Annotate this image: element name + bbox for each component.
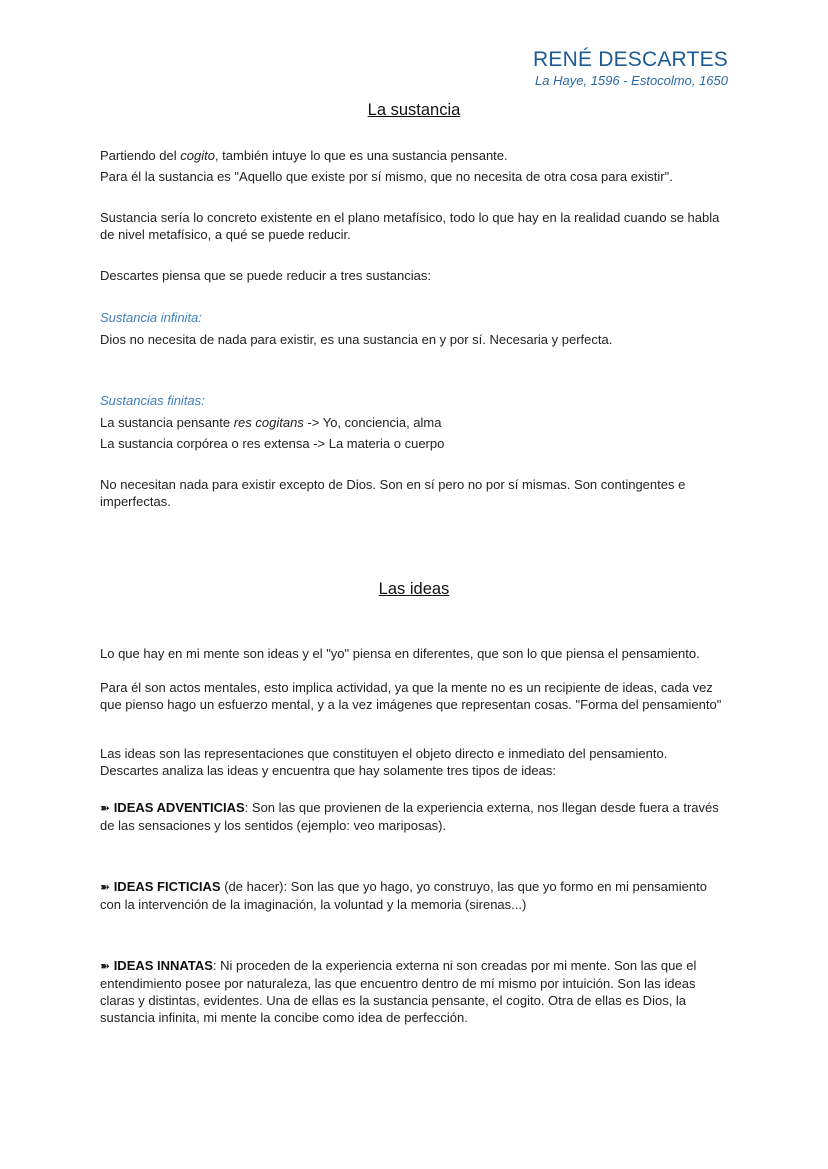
text-line: Las ideas son las representaciones que constituyen el objeto directo e inmediato del pensamiento. <box>100 746 668 761</box>
text-line: Descartes analiza las ideas y encuentra que hay solamente tres tipos de ideas: <box>100 763 556 778</box>
text-run: La sustancia pensante <box>100 415 234 430</box>
paragraph-contingent: No necesitan nada para existir excepto de Dios. Son en sí pero no por sí mismas. Son contingentes e imperfectas. <box>100 477 686 509</box>
idea-type-label: IDEAS FICTICIAS <box>113 879 221 894</box>
text-run: -> Yo, conciencia, alma <box>303 415 442 430</box>
paragraph-cogito <box>100 147 730 164</box>
paragraph-infinite-substance: Dios no necesita de nada para existir, es una sustancia en y por sí. Necesaria y perfecta. <box>100 332 613 347</box>
finite-substance-thinking <box>100 414 730 431</box>
paragraph-three-substances: Descartes piensa que se puede reducir a tres sustancias: <box>100 268 431 283</box>
paragraph-ideas-mind: Lo que hay en mi mente son ideas y el "yo" piensa en diferentes, que son lo que piensa el pensamiento. <box>100 646 700 661</box>
section-title-sustancia: La sustancia <box>367 101 461 119</box>
paragraph-representations <box>100 745 730 779</box>
idea-type-ficticias <box>100 878 730 913</box>
author-dates: La Haye, 1596 - Estocolmo, 1650 <box>535 73 728 88</box>
idea-type-text: : Son las que provienen de la experiencia externa, nos llegan desde fuera a través de las sensaciones y los sentidos (ejemplo: veo mariposas). <box>100 800 719 833</box>
paragraph-metaphysical: Sustancia sería lo concreto existente en el plano metafísico, todo lo que hay en la realidad cuando se habla de nivel metafísico, a qué se puede reducir. <box>100 210 720 242</box>
arrow-bullet-icon: ➽ <box>100 959 111 973</box>
emphasis-cogito: cogito <box>180 148 215 163</box>
idea-type-label: IDEAS INNATAS <box>113 958 213 973</box>
label-finite-substances: Sustancias finitas: <box>100 393 205 408</box>
paragraph-definition: Para él la sustancia es "Aquello que existe por sí mismo, que no necesita de otra cosa para existir". <box>100 169 673 184</box>
document-header <box>533 48 728 90</box>
emphasis-res-cogitans: res cogitans <box>233 415 304 430</box>
paragraph-mental-acts: Para él son actos mentales, esto implica actividad, ya que la mente no es un recipiente de ideas, cada vez que pienso hago un esfuerzo mental, y a la vez imágenes que representan cosas. "Forma del pensamiento" <box>100 680 722 712</box>
finite-substance-extended: La sustancia corpórea o res extensa -> La materia o cuerpo <box>100 436 445 451</box>
idea-type-adventicias <box>100 799 730 834</box>
idea-type-label: IDEAS ADVENTICIAS <box>113 800 245 815</box>
text-run: , también intuye lo que es una sustancia pensante. <box>214 148 508 163</box>
section-title-ideas: Las ideas <box>378 580 450 598</box>
arrow-bullet-icon: ➽ <box>100 880 111 894</box>
idea-type-innatas <box>100 957 730 1026</box>
idea-type-text: : Ni proceden de la experiencia externa ni son creadas por mi mente. Son las que el entendimiento posee por naturaleza, las que encuentro dentro de mí mismo por intuición. Son las ideas claras y distintas, evidentes. Una de ellas es la sustancia pensante, el cogito. Otra de ellas es Dios, la sustancia infinita, mi mente la concibe como idea de perfección. <box>100 958 697 1025</box>
author-name: RENÉ DESCARTES <box>533 48 728 71</box>
arrow-bullet-icon: ➽ <box>100 801 111 815</box>
idea-type-text: (de hacer): Son las que yo hago, yo construyo, las que yo formo en mi pensamiento con la intervención de la imaginación, la voluntad y la memoria (sirenas...) <box>100 879 707 912</box>
label-infinite-substance: Sustancia infinita: <box>100 310 202 325</box>
text-run: Partiendo del <box>100 148 181 163</box>
